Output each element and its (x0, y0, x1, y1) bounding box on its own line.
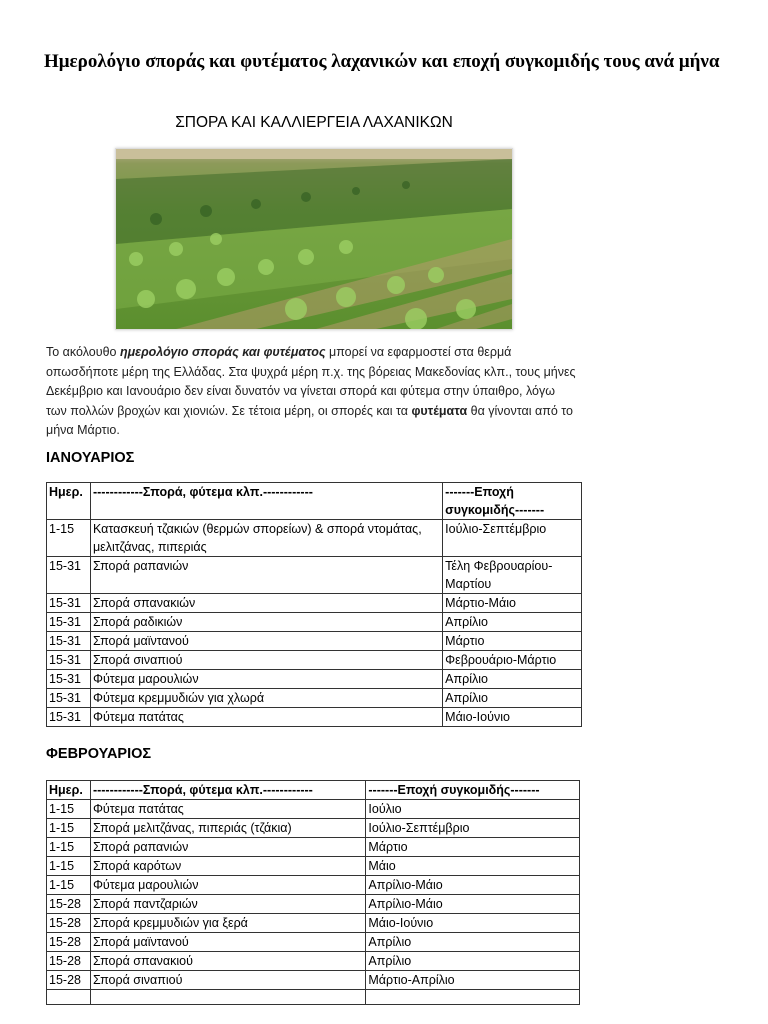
intro-emphasis-planting: φυτέματα (411, 403, 468, 418)
cell-harvest: Απρίλιο-Μάιο (366, 895, 580, 914)
cell-harvest (366, 990, 580, 1005)
cell-harvest: Τέλη Φεβρουαρίου-Μαρτίου (443, 557, 582, 594)
cell-activity: Φύτεμα κρεμμυδιών για χλωρά (90, 689, 442, 708)
table-row (47, 632, 582, 651)
cell-harvest: Ιούλιο-Σεπτέμβριο (366, 819, 580, 838)
cell-harvest: Μάιο-Ιούνιο (443, 708, 582, 727)
cell-harvest: Απρίλιο (366, 952, 580, 971)
cell-activity: Φύτεμα πατάτας (90, 708, 442, 727)
cell-date: 1-15 (47, 819, 91, 838)
table-row (47, 914, 580, 933)
table-header-row (47, 483, 582, 520)
cell-date: 15-31 (47, 613, 91, 632)
cell-date: 15-28 (47, 952, 91, 971)
table-header-row (47, 781, 580, 800)
cell-harvest: Απρίλιο (366, 933, 580, 952)
section-subtitle: ΣΠΟΡΑ ΚΑΙ ΚΑΛΛΙΕΡΓΕΙΑ ΛΑΧΑΝΙΚΩΝ (175, 114, 453, 131)
header-activity: ------------Σπορά, φύτεμα κλπ.------------ (90, 781, 365, 800)
table-row (47, 990, 580, 1005)
cell-activity: Σπορά σιναπιού (90, 651, 442, 670)
cell-activity: Σπορά ραπανιών (90, 838, 365, 857)
vegetable-field-photo (115, 148, 513, 330)
cell-activity (90, 990, 365, 1005)
table-row (47, 651, 582, 670)
cell-date: 15-28 (47, 895, 91, 914)
cell-activity: Σπορά κρεμμυδιών για ξερά (90, 914, 365, 933)
table-row (47, 819, 580, 838)
cell-harvest: Ιούλιο (366, 800, 580, 819)
cell-harvest: Μάιο-Ιούνιο (366, 914, 580, 933)
cell-date: 15-31 (47, 594, 91, 613)
cell-date: 15-28 (47, 914, 91, 933)
cell-date: 15-31 (47, 689, 91, 708)
table-row (47, 857, 580, 876)
cell-activity: Σπορά ραδικιών (90, 613, 442, 632)
page-title: Ημερολόγιο σποράς και φυτέματος λαχανικών και εποχή συγκομιδής τους ανά μήνα (44, 51, 720, 72)
intro-paragraph: Το ακόλουθο ημερολόγιο σποράς και φυτέματος μπορεί να εφαρμοστεί στα θερμά οπωσδήποτε μέρη της Ελλάδας. Στα ψυχρά μέρη π.χ. της βόρειας Μακεδονίας κλπ., τους μήνες Δεκέμβριο και Ιανουάριο δεν είναι δυνατόν να γίνεται σπορά και φύτεμα στην ύπαιθρο, λόγω των πολλών βροχών και χιονιών. Σε τέτοια μέρη, οι σπορές και τα φυτέματα θα γίνονται από το μήνα Μάρτιο. (46, 345, 576, 437)
cell-activity: Σπορά μελιτζάνας, πιπεριάς (τζάκια) (90, 819, 365, 838)
cell-harvest: Απρίλιο (443, 689, 582, 708)
table-row (47, 557, 582, 594)
table-row (47, 876, 580, 895)
table-row (47, 800, 580, 819)
cell-date: 15-31 (47, 670, 91, 689)
january-heading: ΙΑΝΟΥΑΡΙΟΣ (46, 450, 135, 466)
cell-activity: Φύτεμα μαρουλιών (90, 876, 365, 895)
cell-date: 15-28 (47, 933, 91, 952)
cell-activity: Φύτεμα μαρουλιών (90, 670, 442, 689)
table-row (47, 838, 580, 857)
cell-activity: Σπορά σιναπιού (90, 971, 365, 990)
cell-harvest: Απρίλιο (443, 613, 582, 632)
cell-date: 15-28 (47, 971, 91, 990)
cell-activity: Σπορά καρότων (90, 857, 365, 876)
cell-date: 1-15 (47, 838, 91, 857)
table-row (47, 594, 582, 613)
cell-activity: Σπορά παντζαριών (90, 895, 365, 914)
cell-activity: Σπορά ραπανιών (90, 557, 442, 594)
cell-date: 15-31 (47, 557, 91, 594)
table-row (47, 670, 582, 689)
table-row (47, 952, 580, 971)
february-table (46, 780, 580, 1005)
header-date: Ημερ. (47, 781, 91, 800)
cell-activity: Κατασκευή τζακιών (θερμών σπορείων) & σπορά ντομάτας, μελιτζάνας, πιπεριάς (90, 520, 442, 557)
cell-date: 1-15 (47, 857, 91, 876)
header-harvest: -------Εποχή συγκομιδής------- (366, 781, 580, 800)
table-row (47, 689, 582, 708)
cell-activity: Σπορά σπανακιού (90, 952, 365, 971)
table-row (47, 971, 580, 990)
cell-harvest: Φεβρουάριο-Μάρτιο (443, 651, 582, 670)
table-row (47, 520, 582, 557)
header-activity: ------------Σπορά, φύτεμα κλπ.------------ (90, 483, 442, 520)
cell-activity: Σπορά μαϊντανού (90, 632, 442, 651)
table-row (47, 708, 582, 727)
cell-harvest: Μάρτιο (366, 838, 580, 857)
cell-harvest: Μάρτιο-Απρίλιο (366, 971, 580, 990)
cell-harvest: Μάρτιο-Μάιο (443, 594, 582, 613)
cell-harvest: Μάιο (366, 857, 580, 876)
january-table (46, 482, 582, 727)
cell-harvest: Απρίλιο-Μάιο (366, 876, 580, 895)
cell-activity: Σπορά μαϊντανού (90, 933, 365, 952)
table-row (47, 933, 580, 952)
cell-date: 1-15 (47, 800, 91, 819)
table-row (47, 613, 582, 632)
table-row (47, 895, 580, 914)
cell-harvest: Ιούλιο-Σεπτέμβριο (443, 520, 582, 557)
cell-date: 15-31 (47, 651, 91, 670)
cell-date: 15-31 (47, 632, 91, 651)
header-harvest: -------Εποχή συγκομιδής------- (443, 483, 582, 520)
february-heading: ΦΕΒΡΟΥΑΡΙΟΣ (46, 746, 152, 762)
cell-date: 1-15 (47, 520, 91, 557)
cell-harvest: Μάρτιο (443, 632, 582, 651)
cell-harvest: Απρίλιο (443, 670, 582, 689)
cell-date (47, 990, 91, 1005)
intro-emphasis-calendar: ημερολόγιο σποράς και φυτέματος (119, 345, 326, 359)
cell-activity: Φύτεμα πατάτας (90, 800, 365, 819)
header-date: Ημερ. (47, 483, 91, 520)
cell-activity: Σπορά σπανακιών (90, 594, 442, 613)
cell-date: 15-31 (47, 708, 91, 727)
cell-date: 1-15 (47, 876, 91, 895)
